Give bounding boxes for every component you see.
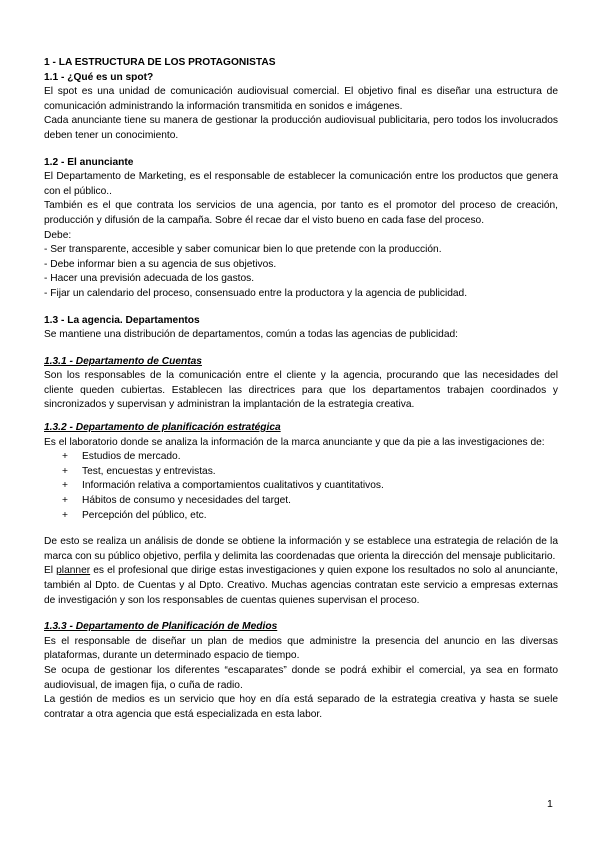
paragraph: El Departamento de Marketing, es el responsable de establecer la comunicación entre los productos que genera con el público.. <box>44 171 558 197</box>
page-number: 1 <box>547 798 553 810</box>
subsection-title: 1.1 - ¿Qué es un spot? <box>44 71 154 83</box>
subsubsection-title: 1.3.1 - Departamento de Cuentas <box>44 355 202 367</box>
paragraph: Debe: <box>44 229 72 241</box>
list-item: + Test, encuestas y entrevistas. <box>62 465 558 480</box>
page-content <box>44 56 558 722</box>
list-item: + Estudios de mercado. <box>62 450 558 465</box>
plus-bullet-icon: + <box>62 451 68 463</box>
planner-term: planner <box>56 565 91 577</box>
paragraph: De esto se realiza un análisis de donde se obtiene la información y se establece una estrategia de relación de la marca con su público objetivo, perfila y delimita las coordenadas que orienta la dirección del mensaje publicitario. <box>44 536 558 562</box>
paragraph: Cada anunciante tiene su manera de gestionar la producción audiovisual publicitaria, pero todos los involucrados deben tener un conocimiento. <box>44 115 558 141</box>
subsection-title: 1.3 - La agencia. Departamentos <box>44 314 200 326</box>
paragraph: Son los responsables de la comunicación entre el cliente y la agencia, procurando que las necesidades del cliente queden cubiertas. Establecen las directrices para que los departamentos trabajen coordinados y sincronizados y supervisan y administran la implantación de la estrategia creativa. <box>44 370 558 411</box>
plus-bullet-icon: + <box>62 480 68 492</box>
paragraph: Se mantiene una distribución de departamentos, común a todas las agencias de publicidad: <box>44 329 458 341</box>
section-title: 1 - LA ESTRUCTURA DE LOS PROTAGONISTAS <box>44 57 276 68</box>
subsection-title: 1.2 - El anunciante <box>44 156 134 168</box>
bullet-list <box>44 450 558 523</box>
list-item: + Hábitos de consumo y necesidades del target. <box>62 494 558 509</box>
paragraph: También es el que contrata los servicios de una agencia, por tanto es el promotor del proceso de creación, producción y difusión de la campaña. Sobre él recae dar el visto bueno en cada fase del proceso. <box>44 200 558 226</box>
paragraph: Se ocupa de gestionar los diferentes “escaparates” donde se podrá exhibir el comercial, ya sea en formato audiovisual, de imagen fija, o cuña de radio. <box>44 664 558 691</box>
list-item: + Información relativa a comportamientos cualitativos y cuantitativos. <box>62 479 558 494</box>
plus-bullet-icon: + <box>62 495 68 507</box>
list-item: + Percepción del público, etc. <box>62 509 558 524</box>
paragraph: El planner es el profesional que dirige estas investigaciones y quien expone los resultados no solo al anunciante, también al Dpto. de Cuentas y al Dpto. Creativo. Muchas agencias contratan este servicio a empresas externas de investigación y son los responsables de cuentas quienes supervisan el proceso. <box>44 565 558 606</box>
plus-bullet-icon: + <box>62 465 68 477</box>
paragraph: Es el responsable de diseñar un plan de medios que administre la presencia del anuncio en las diversas plataformas, durante un determinado espacio de tiempo. <box>44 635 558 662</box>
paragraph: Es el laboratorio donde se analiza la información de la marca anunciante y que da pie a las investigaciones de: <box>44 436 545 448</box>
list-item: - Debe informar bien a su agencia de sus objetivos. <box>44 258 277 270</box>
list-item: - Fijar un calendario del proceso, consensuado entre la productora y la agencia de publicidad. <box>44 287 468 299</box>
list-item: - Hacer una previsión adecuada de los gastos. <box>44 273 255 285</box>
subsubsection-title: 1.3.3 - Departamento de Planificación de Medios <box>44 621 278 633</box>
plus-bullet-icon: + <box>62 509 68 521</box>
paragraph: El spot es una unidad de comunicación audiovisual comercial. El objetivo final es diseñar una estructura de comunicación administrando la información transmitida en sonidos e imágenes. <box>44 86 558 112</box>
subsubsection-title: 1.3.2 - Departamento de planificación estratégica <box>44 422 281 434</box>
list-item: - Ser transparente, accesible y saber comunicar bien lo que pretende con la producción. <box>44 244 442 256</box>
paragraph: La gestión de medios es un servicio que hoy en día está separado de la estrategia creativa y hasta se suele contratar a otra agencia que está especializada en esta labor. <box>44 694 558 720</box>
